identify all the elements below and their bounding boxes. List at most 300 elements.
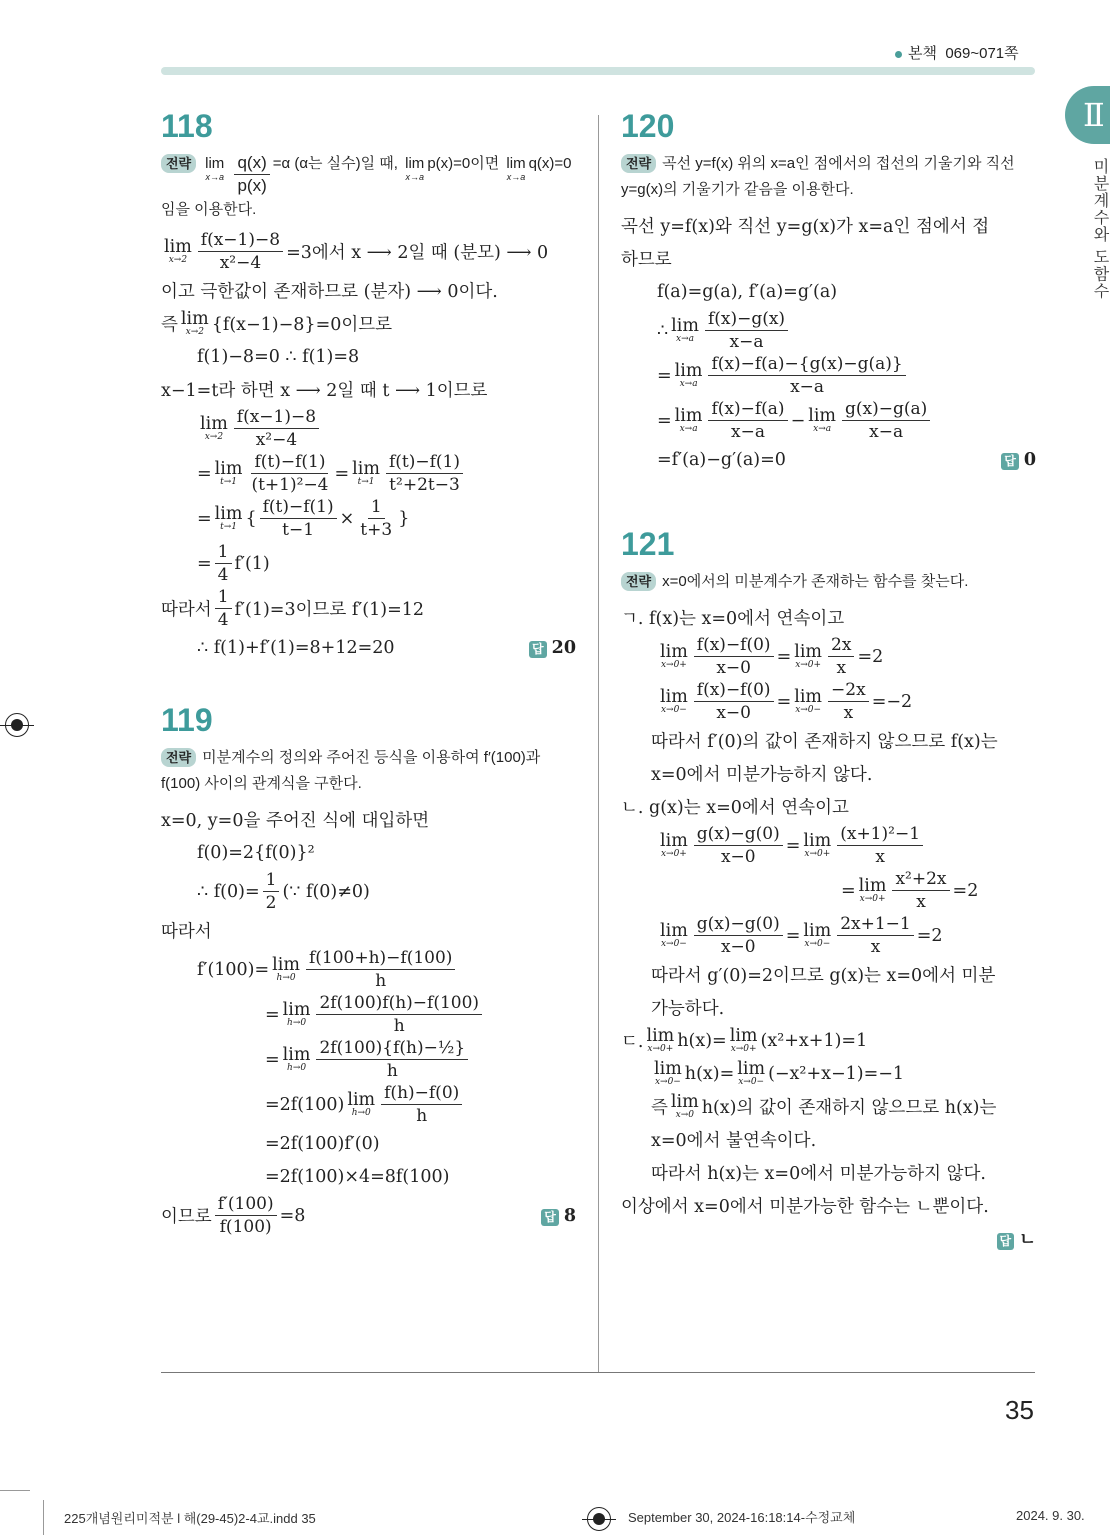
lim-subscript: t→1 <box>357 476 375 487</box>
limit <box>674 405 703 434</box>
lim-word: lim <box>205 155 225 172</box>
numerator: f(t)−f(1) <box>386 451 463 474</box>
math-text: =3에서 x ⟶ 2일 때 (분모) ⟶ 0 <box>286 243 549 263</box>
math-text: x=0에서 미분가능하지 않다. <box>651 765 873 785</box>
limit <box>737 1058 766 1087</box>
lim-subscript: x→2 <box>185 326 204 337</box>
solution-line <box>621 398 1036 443</box>
lim-subscript: h→0 <box>351 1107 371 1118</box>
lim-subscript: h→0 <box>276 972 296 983</box>
denominator: t+3 <box>360 520 393 540</box>
math-text: =2 <box>952 880 979 901</box>
strategy-text <box>621 151 1036 203</box>
fraction <box>708 353 905 398</box>
fraction <box>215 541 232 586</box>
solution-line <box>621 1222 1036 1255</box>
solution-line <box>621 1189 1036 1222</box>
math-text: 따라서 <box>161 922 212 942</box>
numerator: g(x)−g(0) <box>694 823 783 846</box>
math-text: x=0에서의 미분계수가 존재하는 함수를 찾는다. <box>662 573 969 590</box>
denominator: x²−4 <box>219 253 262 273</box>
math-text: h(x)= <box>677 1030 727 1051</box>
denominator: x−0 <box>720 847 756 867</box>
limit <box>347 1089 376 1118</box>
denominator: 4 <box>217 610 229 630</box>
numerator: q(x) <box>234 152 269 175</box>
solution-line <box>621 1123 1036 1156</box>
limit <box>729 1025 758 1054</box>
lim-subscript: x→0+ <box>660 848 687 859</box>
registration-mark-icon <box>587 1507 611 1531</box>
numerator: 2f(100)f(h)−f(100) <box>316 992 482 1015</box>
solution-line <box>161 1082 576 1127</box>
denominator: 4 <box>217 565 229 585</box>
solution-line <box>161 496 576 541</box>
math-text: 곡선 y=f(x) 위의 x=a인 점에서의 접선의 기울기와 직선 y=g(x)의 기울기가 같음을 이용한다. <box>621 155 1015 198</box>
math-text: = <box>197 463 212 484</box>
math-text: } <box>398 508 410 529</box>
math-text: =−2 <box>871 691 913 712</box>
math-text: { <box>245 508 257 529</box>
solution-line <box>621 823 1036 868</box>
denominator: h <box>393 1016 405 1036</box>
answer <box>1001 450 1036 470</box>
fraction <box>215 586 232 631</box>
lim-word: lim <box>674 360 703 381</box>
lim-word: lim <box>506 155 526 172</box>
lim-subscript: t→1 <box>220 521 238 532</box>
math-text: =2 <box>916 925 943 946</box>
lim-word: lim <box>674 405 703 426</box>
numerator: f(x)−f(a)−{g(x)−g(a)} <box>708 353 905 376</box>
limit <box>646 1025 675 1054</box>
numerator: f(x)−f(0) <box>694 679 774 702</box>
solution-line <box>621 634 1036 679</box>
math-text: 따라서 g′(0)=2이므로 g(x)는 x=0에서 미분 <box>651 966 996 986</box>
math-text: 즉 <box>161 315 178 335</box>
solution-line <box>621 1156 1036 1189</box>
fraction <box>837 823 923 868</box>
limit <box>803 830 832 859</box>
fraction <box>694 679 774 724</box>
solution-line <box>621 757 1036 790</box>
math-text: 이므로 <box>161 1207 212 1227</box>
lim-word: lim <box>660 641 688 662</box>
denominator: 2 <box>265 893 277 913</box>
math-text: = <box>265 1049 280 1070</box>
limit <box>803 920 832 949</box>
math-text: x=0, y=0을 주어진 식에 대입하면 <box>161 811 430 831</box>
denominator: x−0 <box>716 703 751 723</box>
header-bar <box>161 67 1035 75</box>
solution-line <box>161 586 576 631</box>
lim-subscript: x→0+ <box>647 1043 674 1054</box>
numerator: −2x <box>828 679 869 702</box>
denominator: x <box>836 658 847 678</box>
problem-number: 118 <box>161 108 213 144</box>
fraction <box>316 1037 468 1082</box>
solution-line <box>161 1037 576 1082</box>
math-text: ㄴ. g(x)는 x=0에서 연속이고 <box>621 798 849 818</box>
limit <box>272 954 300 983</box>
problem-118 <box>161 108 576 664</box>
problem-120 <box>621 108 1036 476</box>
strategy-badge: 전략 <box>621 154 656 173</box>
numerator: f(x)−g(x) <box>705 308 788 331</box>
denominator: x−a <box>731 422 765 442</box>
chapter-title: 미분계수와 도함수 <box>1091 158 1108 300</box>
limit <box>660 830 688 859</box>
strategy-text <box>621 569 1036 595</box>
math-text: 미분계수의 정의와 주어진 등식을 이용하여 f′(100)과 f(100) 사이의 관계식을 구한다. <box>161 749 541 792</box>
limit <box>671 315 699 344</box>
limit <box>670 1091 699 1120</box>
solution-line <box>161 631 576 664</box>
fraction <box>386 451 463 496</box>
crop-mark <box>0 1490 30 1491</box>
math-text: {f(x−1)−8}=0이므로 <box>211 315 393 335</box>
limit <box>660 686 688 715</box>
solution-line <box>161 947 576 992</box>
numerator: g(x)−g(0) <box>694 913 783 936</box>
solution-line <box>621 308 1036 353</box>
math-text: =2f(100)×4=8f(100) <box>265 1166 450 1187</box>
problem-number: 121 <box>621 526 675 562</box>
solution-line <box>621 209 1036 242</box>
numerator: f(t)−f(1) <box>260 496 337 519</box>
math-text: = <box>776 691 792 712</box>
footer-date: 2024. 9. 30. <box>1016 1508 1085 1523</box>
footer-timestamp: September 30, 2024-16:18:14-수정교체 <box>628 1510 856 1525</box>
lim-subscript: x→0+ <box>660 659 687 670</box>
answer-value: 0 <box>1023 449 1036 470</box>
solution-line <box>621 991 1036 1024</box>
lim-subscript: x→2 <box>168 254 188 265</box>
math-text: − <box>790 410 806 431</box>
numerator: 2f(100){f(h)−½} <box>316 1037 468 1060</box>
fraction <box>263 869 280 914</box>
reference-label: 본책 <box>908 45 937 62</box>
fraction <box>694 634 774 679</box>
lim-subscript: x→2 <box>204 431 224 442</box>
solution-line <box>161 541 576 586</box>
fraction <box>892 868 949 913</box>
lim-subscript: x→a <box>676 333 695 344</box>
denominator: p(x) <box>237 176 267 195</box>
numerator: 1 <box>215 586 232 609</box>
lim-word: lim <box>214 503 243 524</box>
lim-subscript: x→0− <box>738 1076 765 1087</box>
numerator: f(x−1)−8 <box>198 229 283 252</box>
lim-word: lim <box>794 641 823 662</box>
column-divider <box>598 115 599 1373</box>
solution-line <box>621 1090 1036 1123</box>
math-text <box>227 155 231 172</box>
denominator: x²−4 <box>255 430 298 450</box>
strategy-text <box>161 151 576 223</box>
registration-mark-icon <box>5 713 29 737</box>
math-text: h(x)= <box>684 1063 735 1084</box>
answer-label: 답 <box>541 1209 559 1226</box>
bullet-icon <box>895 51 902 58</box>
fraction <box>248 451 331 496</box>
limit <box>200 413 228 442</box>
fraction <box>260 496 337 541</box>
denominator: h <box>386 1061 398 1081</box>
solution-line <box>161 1193 576 1238</box>
lim-word: lim <box>670 1091 699 1112</box>
strategy-text <box>161 745 576 797</box>
lim-word: lim <box>671 315 699 336</box>
math-text: h(x)의 값이 존재하지 않으므로 h(x)는 <box>701 1098 997 1118</box>
denominator: x−a <box>869 422 904 442</box>
fraction <box>694 913 783 958</box>
solution-line <box>621 1057 1036 1090</box>
solution-line <box>621 679 1036 724</box>
lim-word: lim <box>729 1025 758 1046</box>
limit <box>660 641 688 670</box>
denominator: h <box>416 1106 428 1126</box>
math-text: x=0에서 불연속이다. <box>651 1131 817 1151</box>
problem-119 <box>161 702 576 1238</box>
reference-pages: 069~071쪽 <box>945 45 1019 62</box>
math-text: = <box>334 463 350 484</box>
lim-subscript: x→0− <box>795 704 822 715</box>
limit <box>352 458 380 487</box>
math-text: = <box>785 835 801 856</box>
limit <box>858 875 887 904</box>
math-text: = <box>197 553 212 574</box>
math-text: 이상에서 x=0에서 미분가능한 함수는 ㄴ뿐이다. <box>621 1197 989 1217</box>
lim-word: lim <box>347 1089 376 1110</box>
fraction <box>357 496 395 541</box>
solution-line <box>161 373 576 406</box>
solution-line <box>621 868 1036 913</box>
lim-subscript: x→a <box>205 172 224 182</box>
math-text: ㄷ. <box>621 1032 644 1052</box>
math-text: f′(1)=3이므로 f′(1)=12 <box>234 600 425 620</box>
math-text: f′(1) <box>234 553 270 574</box>
math-text: =f′(a)−g′(a)=0 <box>657 449 786 470</box>
lim-word: lim <box>660 830 688 851</box>
lim-subscript: x→0− <box>804 938 831 949</box>
fraction <box>828 634 854 679</box>
math-text: 이고 극한값이 존재하므로 (분자) ⟶ 0이다. <box>161 282 498 302</box>
math-text: =2f(100)f′(0) <box>265 1133 380 1154</box>
footer-file: 225개념원리미적분 l 해(29-45)2-4교.indd 35 <box>64 1511 316 1526</box>
lim-word: lim <box>654 1058 682 1079</box>
bottom-rule <box>161 1372 1035 1373</box>
lim-subscript: h→0 <box>287 1062 307 1073</box>
math-text: f′(100)= <box>197 959 270 980</box>
page-number: 35 <box>1005 1395 1034 1425</box>
page-reference <box>895 42 1019 63</box>
math-text: (−x²+x−1)=−1 <box>768 1063 905 1084</box>
lim-subscript: x→a <box>506 172 526 182</box>
math-text: 하므로 <box>621 250 672 270</box>
solution-line <box>621 958 1036 991</box>
denominator: f(100) <box>219 1217 272 1237</box>
lim-word: lim <box>180 308 209 329</box>
lim-word: lim <box>214 458 243 479</box>
limit <box>506 156 525 182</box>
math-text: ∴ f(1)+f′(1)=8+12=20 <box>197 637 395 658</box>
solution-line <box>621 724 1036 757</box>
math-text: (∵ f(0)≠0) <box>282 881 370 902</box>
numerator: f′(100) <box>215 1193 277 1216</box>
lim-subscript: h→0 <box>287 1017 307 1028</box>
numerator: (x+1)²−1 <box>837 823 923 846</box>
problem-121 <box>621 526 1036 1255</box>
limit <box>794 686 823 715</box>
lim-subscript: x→a <box>679 423 698 434</box>
lim-subscript: x→a <box>679 378 698 389</box>
lim-word: lim <box>737 1058 766 1079</box>
solution-line <box>161 229 576 274</box>
lim-word: lim <box>200 413 228 434</box>
lim-subscript: x→a <box>813 423 832 434</box>
denominator: x−0 <box>716 658 751 678</box>
limit <box>205 156 224 182</box>
numerator: f(t)−f(1) <box>251 451 328 474</box>
fraction <box>215 1193 277 1238</box>
solution-line <box>161 869 576 914</box>
strategy-badge: 전략 <box>161 748 196 767</box>
math-text: = <box>657 410 672 431</box>
lim-word: lim <box>803 830 832 851</box>
lim-word: lim <box>405 155 425 172</box>
strategy-badge: 전략 <box>621 572 656 591</box>
lim-word: lim <box>808 405 837 426</box>
numerator: f(x)−f(a) <box>708 398 787 421</box>
lim-word: lim <box>352 458 380 479</box>
math-text: =2 <box>857 646 884 667</box>
lim-subscript: x→a <box>405 172 424 182</box>
numerator: 1 <box>368 496 385 519</box>
crop-mark <box>43 1500 44 1535</box>
right-column <box>621 108 1036 1293</box>
fraction <box>198 229 283 274</box>
numerator: f(x)−f(0) <box>694 634 774 657</box>
math-text: x−1=t라 하면 x ⟶ 2일 때 t ⟶ 1이므로 <box>161 381 488 401</box>
numerator: 2x <box>828 634 854 657</box>
math-text: 따라서 f′(0)의 값이 존재하지 않으므로 f(x)는 <box>651 732 998 752</box>
lim-subscript: x→0+ <box>730 1043 757 1054</box>
denominator: x <box>843 703 854 723</box>
math-text: 즉 <box>651 1098 668 1118</box>
solution-line <box>621 242 1036 275</box>
denominator: x <box>916 892 926 912</box>
solution-line <box>161 307 576 340</box>
fraction <box>306 947 455 992</box>
lim-word: lim <box>282 999 311 1020</box>
lim-subscript: t→1 <box>220 476 238 487</box>
answer <box>529 638 576 658</box>
math-text: f(a)=g(a), f′(a)=g′(a) <box>657 281 838 302</box>
fraction <box>842 398 930 443</box>
fraction <box>708 398 787 443</box>
math-text: =8 <box>279 1205 306 1226</box>
limit <box>282 1044 311 1073</box>
math-text: = <box>785 925 801 946</box>
solution-line <box>621 443 1036 476</box>
numerator: 2x+1−1 <box>837 913 914 936</box>
solution-line <box>161 1127 576 1160</box>
solution-line <box>161 340 576 373</box>
solution-line <box>161 451 576 496</box>
strategy-badge: 전략 <box>161 154 196 173</box>
math-text: = <box>776 646 792 667</box>
numerator: 1 <box>215 541 232 564</box>
math-text: f(0)=2{f(0)}² <box>197 842 315 863</box>
solution-line <box>161 992 576 1037</box>
answer-label: 답 <box>529 641 547 658</box>
lim-subscript: x→0+ <box>859 893 886 904</box>
lim-word: lim <box>660 686 688 707</box>
lim-word: lim <box>803 920 832 941</box>
math-text: f(1)−8=0 ∴ f(1)=8 <box>197 346 360 367</box>
lim-word: lim <box>646 1025 675 1046</box>
solution-line <box>621 353 1036 398</box>
chapter-numeral: Ⅱ <box>1083 96 1105 134</box>
math-text: p(x)=0이면 <box>427 155 504 172</box>
lim-word: lim <box>272 954 300 975</box>
fraction <box>381 1082 462 1127</box>
solution-line <box>161 406 576 451</box>
fraction <box>234 152 269 197</box>
chapter-tab <box>1065 86 1110 144</box>
solution-line <box>161 803 576 836</box>
math-text: = <box>265 1004 280 1025</box>
limit <box>405 156 424 182</box>
answer-label: 답 <box>997 1233 1015 1250</box>
answer-value: 8 <box>563 1205 576 1226</box>
denominator: h <box>375 971 387 991</box>
left-column <box>161 108 576 1276</box>
denominator: x <box>875 847 885 867</box>
solution-line <box>161 274 576 307</box>
math-text: 가능하다. <box>651 999 725 1019</box>
solution-line <box>161 836 576 869</box>
fraction <box>694 823 783 868</box>
math-text: ㄱ. f(x)는 x=0에서 연속이고 <box>621 609 845 629</box>
limit <box>808 405 837 434</box>
solution-line <box>161 1160 576 1193</box>
answer-label: 답 <box>1001 453 1019 470</box>
solution-line <box>621 913 1036 958</box>
limit <box>674 360 703 389</box>
problem-number: 120 <box>621 108 675 144</box>
lim-subscript: x→0+ <box>795 659 822 670</box>
solution-line <box>161 914 576 947</box>
lim-word: lim <box>794 686 823 707</box>
math-text: × <box>339 508 355 529</box>
math-text: ∴ <box>657 320 669 341</box>
answer-value: 20 <box>551 637 576 658</box>
answer-value: ㄴ <box>1019 1230 1036 1250</box>
math-text: ∴ f(0)= <box>197 881 260 902</box>
numerator: f(h)−f(0) <box>381 1082 462 1105</box>
limit <box>282 999 311 1028</box>
fraction <box>828 679 869 724</box>
limit <box>214 503 243 532</box>
math-text: 따라서 <box>161 600 212 620</box>
lim-word: lim <box>164 236 192 257</box>
numerator: g(x)−g(a) <box>842 398 930 421</box>
fraction <box>837 913 914 958</box>
numerator: f(x−1)−8 <box>234 406 319 429</box>
denominator: x−a <box>729 332 764 352</box>
